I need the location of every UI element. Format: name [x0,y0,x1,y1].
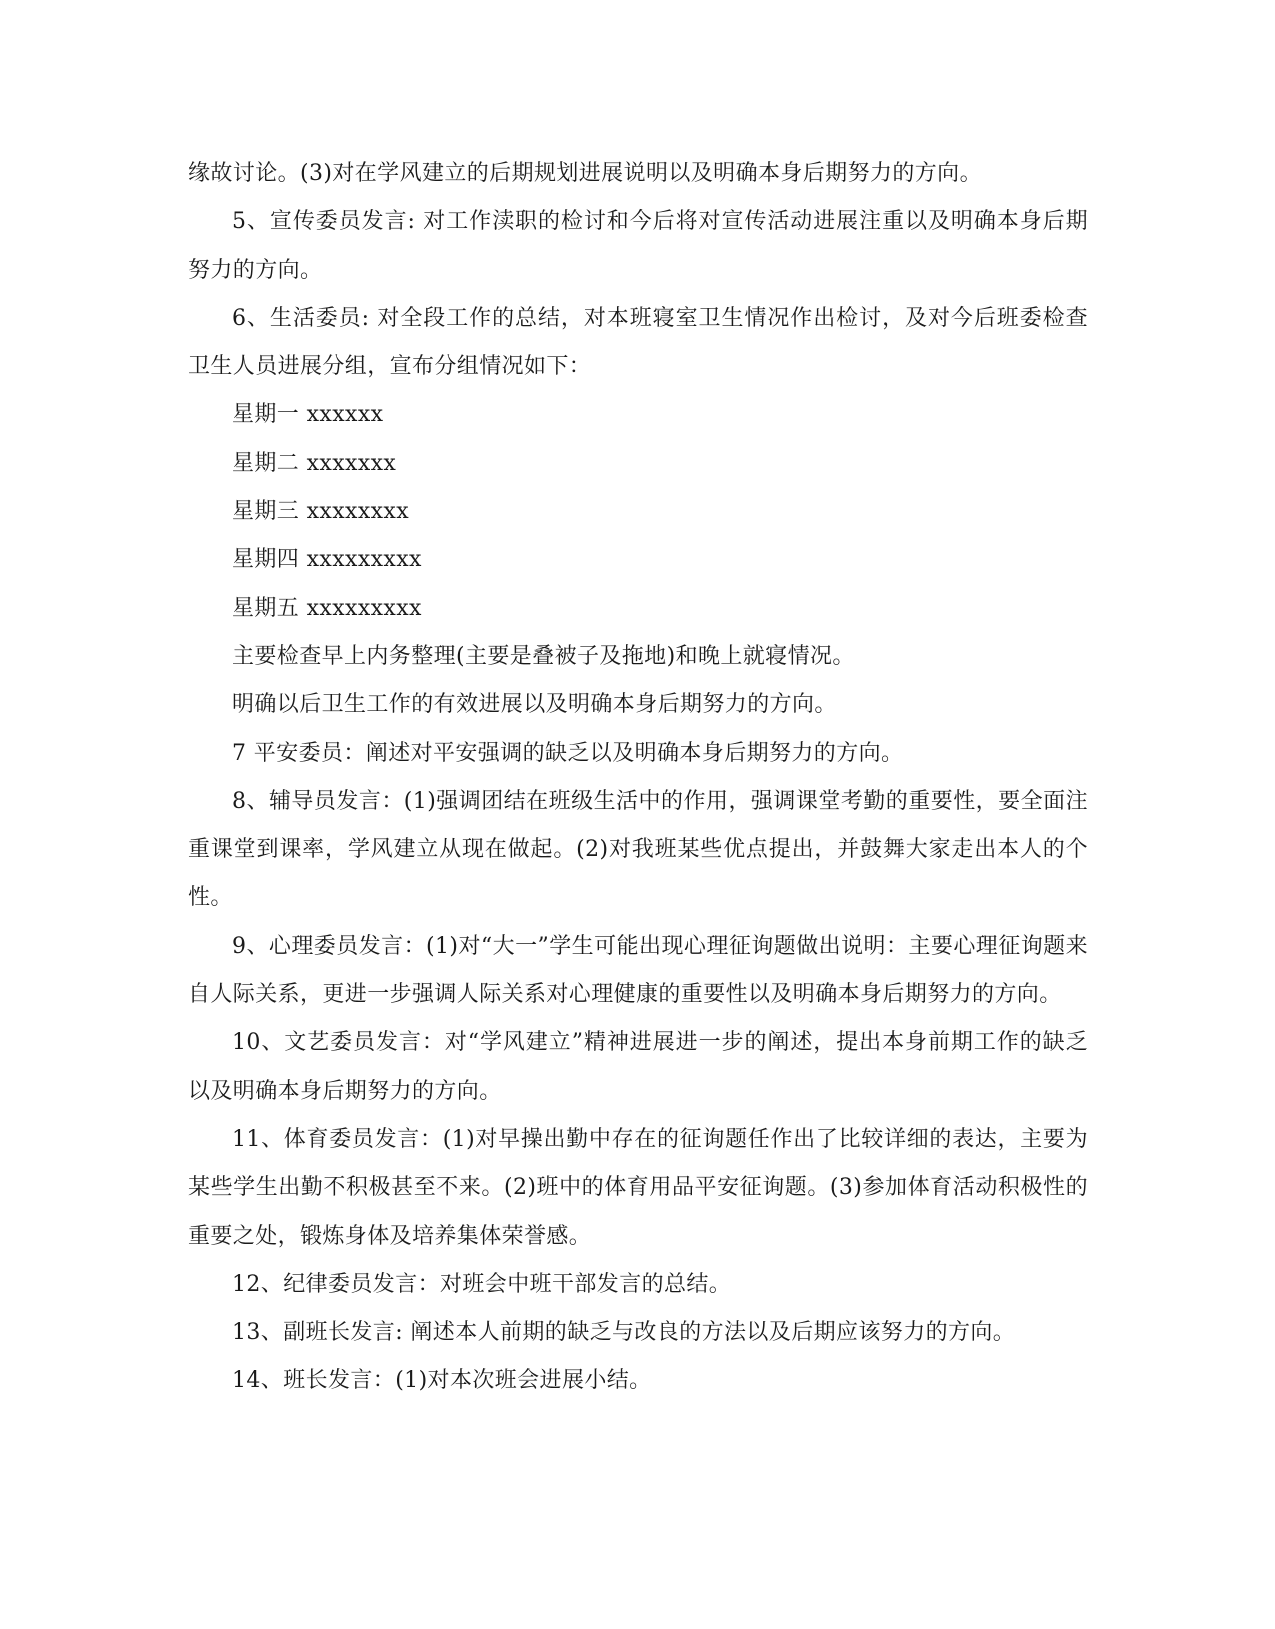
schedule-thursday: 星期四 xxxxxxxxx [232,547,422,573]
paragraph-psychology-committee: 9、心理委员发言：(1)对“大一”学生可能出现心理征询题做出说明：主要心理征询题来自人际关系，更进一步强调人际关系对心理健康的重要性以及明确本身后期努力的方向。 [188,933,1088,1008]
schedule-tuesday: 星期二 xxxxxxx [232,450,397,476]
paragraph-counselor: 8、辅导员发言：(1)强调团结在班级生活中的作用，强调课堂考勤的重要性，要全面注重课堂到课率，学风建立从现在做起。(2)对我班某些优点提出，并鼓舞大家走出本人的个性。 [188,788,1088,911]
paragraph-life-committee: 6、生活委员: 对全段工作的总结，对本班寝室卫生情况作出检讨，及对今后班委检查卫生人员进展分组，宣布分组情况如下： [188,305,1088,380]
schedule-wednesday: 星期三 xxxxxxxx [232,499,410,525]
paragraph-discipline-committee: 12、纪律委员发言：对班会中班干部发言的总结。 [232,1271,732,1297]
paragraph-sports-committee: 11、体育委员发言：(1)对早操出勤中存在的征询题任作出了比较详细的表达，主要为某些学生出勤不积极甚至不来。(2)班中的体育用品平安征询题。(3)参加体育活动积极性的重要之处，锻炼身体及培养集体荣誉感。 [188,1126,1088,1249]
paragraph-vice-monitor: 13、副班长发言: 阐述本人前期的缺乏与改良的方法以及后期应该努力的方向。 [232,1320,1016,1346]
paragraph-hygiene-goal: 明确以后卫生工作的有效进展以及明确本身后期努力的方向。 [232,692,837,718]
paragraph-safety-committee: 7 平安委员：阐述对平安强调的缺乏以及明确本身后期努力的方向。 [232,740,904,766]
paragraph-continued: 缘故讨论。(3)对在学风建立的后期规划进展说明以及明确本身后期努力的方向。 [188,161,982,186]
document-body [188,150,1088,1406]
schedule-friday: 星期五 xxxxxxxxx [232,595,422,621]
paragraph-publicity-committee: 5、宣传委员发言: 对工作渎职的检讨和今后将对宣传活动进展注重以及明确本身后期努力的方向。 [188,209,1088,283]
paragraph-monitor: 14、班长发言：(1)对本次班会进展小结。 [232,1368,652,1394]
schedule-monday: 星期一 xxxxxx [232,402,384,428]
paragraph-arts-committee: 10、文艺委员发言：对“学风建立”精神进展进一步的阐述，提出本身前期工作的缺乏以及明确本身后期努力的方向。 [188,1030,1088,1104]
paragraph-inspection-scope: 主要检查早上内务整理(主要是叠被子及拖地)和晚上就寝情况。 [232,643,855,669]
